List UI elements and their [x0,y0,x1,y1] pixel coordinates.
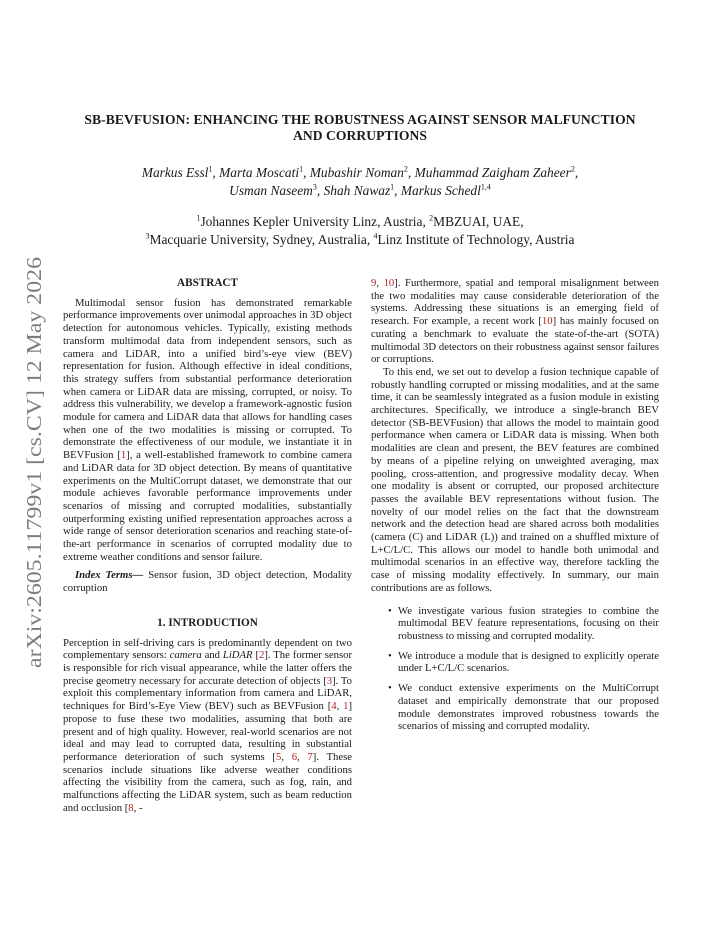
title-line-2: AND CORRUPTIONS [292,128,428,143]
affiliation-mark: 4 [373,231,378,241]
text-run: ]. These scenarios include situations like adverse weather conditions affecting the visibility from the camera, such as fog, rain, and malfunctions affecting the LiDAR system, such as beam reduction and occlusion [ [63,750,353,814]
affiliation-mark: 2 [429,213,434,223]
citation-link: 1 [120,449,127,462]
author-name: Marta Moscati [219,165,300,180]
author-affiliation-mark: 3 [312,182,317,192]
author-name: Markus Essl [141,165,209,180]
text-run: and [201,649,223,662]
index-terms-text: Sensor fusion, 3D object detection, Modality corruption [63,569,352,595]
citation-link: 4 [331,700,337,713]
citation-link: 7 [307,750,313,763]
affiliation-text: Johannes Kepler University Linz, Austria, [200,214,430,229]
text-run: ]. The former sensor is responsible for rich visual appearance, while the latter offers the precise geometry necessary for accurate detection of objects [ [63,649,353,687]
index-terms-label: Index Terms— [75,569,144,582]
affiliation-mark: 1 [196,213,201,223]
citation-link: 1 [343,700,349,713]
emphasis-text: LiDAR [222,649,253,662]
contribution-item [371,650,659,675]
contributions-list [371,605,659,733]
intro-heading: 1. INTRODUCTION [157,616,258,629]
arxiv-stamp [14,255,48,670]
contribution-item [371,682,659,733]
affiliation-mark: 3 [145,231,150,241]
author-name: Muhammad Zaigham Zaheer [414,165,571,180]
bullet-icon: • [388,649,392,662]
text-run: ]. To exploit this complementary information from camera and LiDAR, techniques for Bird’s-Eye View (BEV) such as BEVFusion [ [63,674,352,713]
index-terms [63,569,352,594]
right-column [371,277,659,740]
text-run: , - [133,801,143,814]
text-run: ] propose to fuse these two modalities, assuming that both are present and of high quality. However, real-world scenarios are not ideal and may lead to corrupted data, resulting in substantial performance deterioration of such systems [ [63,700,352,763]
text-run: ]. Furthermore, spatial and temporal misalignment between the two modalities may cause considerable deterioration of the systems. Addressing these situations is an emerging field of research. For example, a recent work [ [371,277,660,328]
affiliation-text: Linz Institute of Technology, Austria [377,232,575,247]
authors-line-1: Markus Essl$^1$, Marta Moscati$^1$, Mubashir Noman$^2$, Muhammad Zaigham Zaheer$^2$, [141,164,579,180]
author-name: Mubashir Noman [309,165,404,180]
author-affiliation-mark: 1,4 [480,182,491,192]
intro-paragraph-2: To this end, we set out to develop a fusion technique capable of robustly handling corrupted or missing modalities, and at the same time, it can be seamlessly integrated as a fusion module in existing architectures. Specifically, we introduce a single-branch BEV detector (SB-BEVFusion) that allows the model to maintain good performance when camera or LiDAR data is missing. When both modalities are clean and present, the BEV features are combined by means of a pipeline relying on unweighted averaging, max pooling, cross-attention, and progressive modality decay. When one modality is absent or corrupted, our proposed architecture passes the available BEV representations without fusion. The novelty of our model relies on the fact that the downstream network and the detection head are shared across both modalities (camera (C) and LiDAR (L)) and trained on a shuffled mixture of L+C/L/C. This allows our model to handle both unimodal and multimodal scenarios in an effective way, therefore tackling the case of missing modality effectively. In summary, our main contributions are as follows. [371,365,659,594]
text-run: ] has mainly focused on curating a benchmark to evaluate the state-of-the-art (SOTA) multimodal 3D detectors on their robustness against sensor failures or corruptions. [371,315,660,366]
author-affiliation-mark: 1 [390,182,395,192]
citation-link: 2 [259,649,265,662]
citation-link: 5 [275,750,282,763]
bullet-icon: • [388,682,392,695]
citation-link: 10 [383,277,395,289]
affiliation-line-2 [60,231,660,249]
author-affiliation-mark: 2 [403,164,408,174]
affiliation-text: MBZUAI, UAE, [433,214,524,229]
title-line-1: SB-BEVFUSION: ENHANCING THE ROBUSTNESS AGAINST SENSOR MALFUNCTION [84,112,636,127]
author-name: Markus Schedl [400,183,481,198]
citation-link: 3 [326,674,333,687]
arxiv-stamp-text: arXiv:2605.11799v1 [cs.CV] 12 May 2026 [22,297,46,668]
intro-paragraph-1-continued [371,277,659,366]
contribution-item [371,605,659,643]
bullet-icon: • [388,604,392,617]
author-list [60,164,660,200]
text-run: , [281,750,292,763]
text-run: , [297,750,308,763]
text-run: Perception in self-driving cars is predominantly dependent on two complementary sensors: [63,636,352,662]
text-run: ], a well-established framework to combine camera and LiDAR data for 3D object detection. By means of quantitative experiments on the MultiCorrupt dataset, we demonstrate that our module achieves favorable performance improvements under scenarios of missing and corrupted modalities, substantially outperforming existing unified representation approaches across a wide range of sensor deterioration scenarios and reaching state-of-the-art performance in scenarios of corrupted modality due to extreme weather conditions and sensor failure. [63,449,352,563]
citation-link: 10 [541,315,553,328]
paper-title [60,112,660,144]
affiliations [60,213,660,249]
author-affiliation-mark: 1 [299,164,304,174]
text-run: , [336,700,344,713]
text-run: Multimodal sensor fusion has demonstrated remarkable performance improvements over unimodal approaches in 3D object detection for autonomous vehicles. Typically, existing methods transform multimodal data from independent sensors, such as camera and LiDAR, into a unified bird’s-eye view (BEV) representation for fusion. Although effective in ideal conditions, this strategy suffers from substantial performance deterioration when camera or LiDAR data are missing, corrupted, or noisy. To address this vulnerability, we develop a framework-agnostic fusion module for camera and LiDAR data that allows for handling cases when one of the two modalities is missing or corrupted. To demonstrate the effectiveness of our module, we instantiate it in BEVFusion [ [63,296,352,462]
left-column [63,277,352,814]
text-run: , [376,277,384,289]
author-affiliation-mark: 1 [208,164,213,174]
emphasis-text: camera [169,649,202,662]
abstract-text [63,297,352,564]
citation-link: 8 [128,801,134,814]
authors-line-2: Usman Naseem$^3$, Shah Nawaz$^1$, Markus Schedl$^{1,4}$ [229,182,491,198]
abstract-heading: ABSTRACT [177,277,238,289]
citation-link: 6 [291,750,298,763]
author-name: Usman Naseem [229,183,313,198]
contribution-text: We conduct extensive experiments on the MultiCorrupt dataset and empirically demonstrate that our proposed module demonstrates improved robustness towards the scenarios of missing and corrupted modality. [398,682,659,733]
contribution-text: We introduce a module that is designed to explicitly operate under L+C/L/C scenarios. [398,649,659,675]
text-run: [ [252,649,260,662]
intro-paragraph-1 [63,637,352,815]
affiliation-line-1 [60,213,660,231]
contribution-text: We investigate various fusion strategies to combine the multimodal BEV feature representations, focusing on their robustness to missing and corrupted modality. [398,604,659,642]
affiliation-text: Macquarie University, Sydney, Australia, [149,232,374,247]
citation-link: 9 [371,277,377,289]
author-affiliation-mark: 2 [570,164,575,174]
author-name: Shah Nawaz [323,183,391,198]
